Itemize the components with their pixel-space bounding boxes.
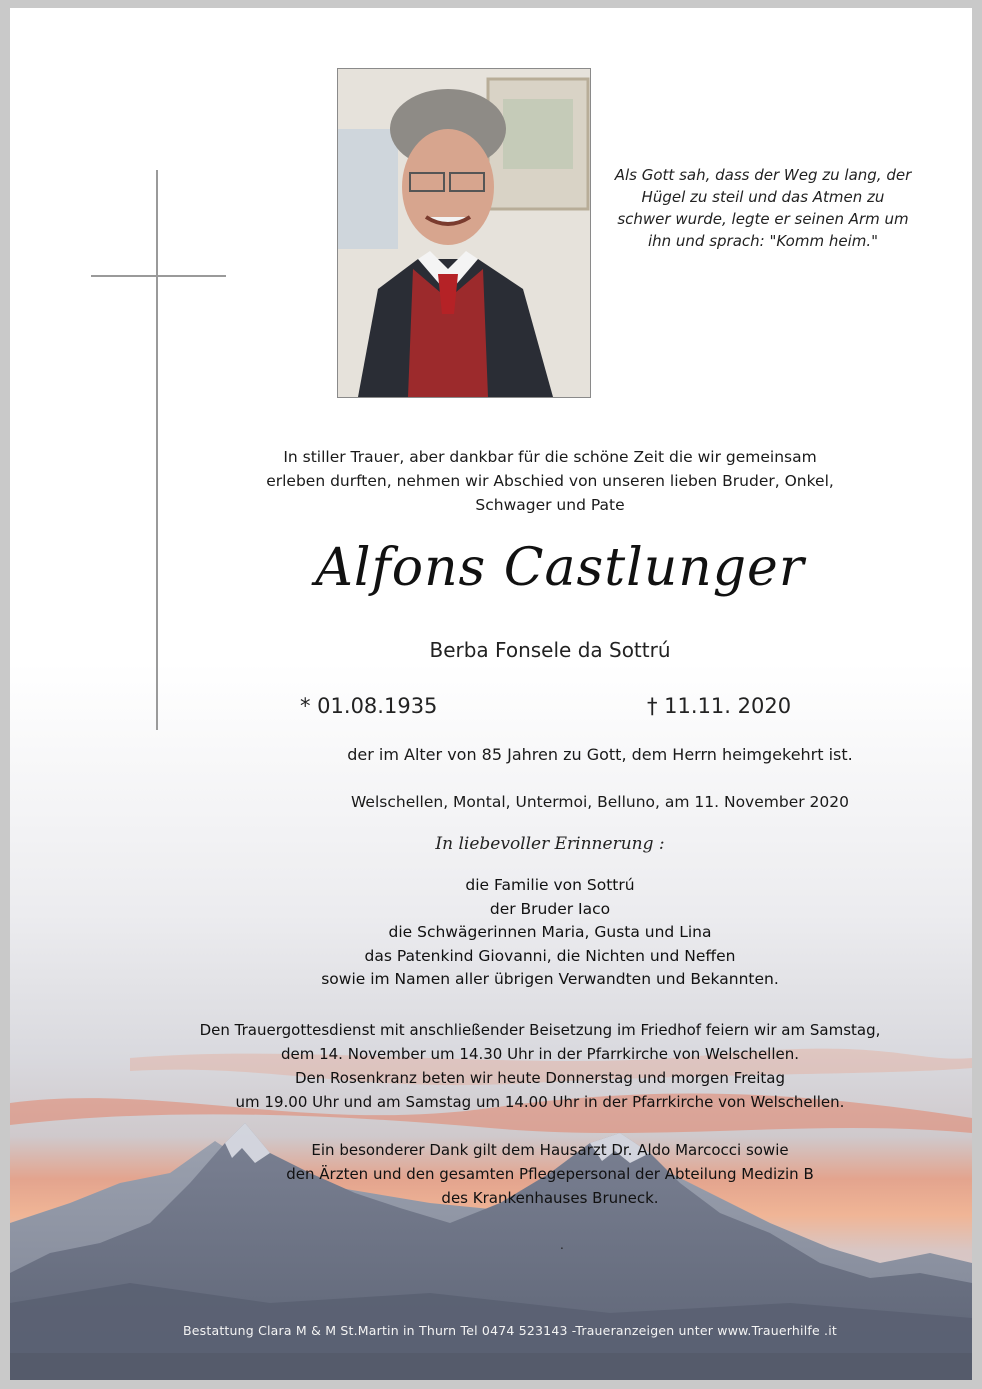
intro-line: Schwager und Pate [475,496,625,514]
intro-line: In stiller Trauer, aber dankbar für die schöne Zeit die wir gemeinsam [283,448,817,466]
portrait-illustration [338,69,590,397]
separator-dot: . [560,1238,564,1252]
service-line: Den Rosenkranz beten wir heute Donnerstag und morgen Freitag [294,1069,786,1087]
family-line: sowie im Namen aller übrigen Verwandten und Bekannten. [321,970,779,988]
family-line: das Patenkind Giovanni, die Nichten und Neffen [364,946,736,965]
intro-line: erleben durften, nehmen wir Abschied von unseren lieben Bruder, Onkel, [266,472,834,490]
quote-line: Hügel zu steil und das Atmen zu [641,188,885,206]
cross-horizontal-bar [91,275,226,277]
deceased-name: Alfons Castlunger [315,538,805,598]
thanks-line: des Krankenhauses Bruneck. [441,1189,659,1207]
family-line: die Familie von Sottrú [465,876,635,894]
portrait-photo [337,68,591,398]
deceased-nickname: Berba Fonsele da Sottrú [429,638,671,662]
thanks-line: den Ärzten und den gesamten Pflegepersonal der Abteilung Medizin B [286,1165,814,1183]
thanks-text [190,1138,910,1210]
quote-line: Als Gott sah, dass der Weg zu lang, der [614,166,912,184]
service-line: dem 14. November um 14.30 Uhr in der Pfarrkirche von Welschellen. [280,1045,800,1063]
age-text: der im Alter von 85 Jahren zu Gott, dem Herrn heimgekehrt ist. [347,745,853,764]
place-date: Welschellen, Montal, Untermoi, Belluno, am 11. November 2020 [351,793,849,811]
family-list [190,874,910,992]
funeral-home-footer: Bestattung Clara M & M St.Martin in Thurn Tel 0474 523143 -Traueranzeigen unter www.Trauerhilfe .it [182,1323,837,1338]
quote-text [608,164,918,252]
service-line: Den Trauergottesdienst mit anschließender Beisetzung im Friedhof feiern wir am Samstag, [199,1021,881,1039]
service-info [150,1018,930,1114]
cross-vertical-bar [156,170,158,730]
birth-date: * 01.08.1935 [300,694,438,718]
quote-line: schwer wurde, legte er seinen Arm um [617,210,909,228]
obituary-page [10,8,972,1380]
family-line: der Bruder Iaco [489,899,611,918]
service-line: um 19.00 Uhr und am Samstag um 14.00 Uhr in der Pfarrkirche von Welschellen. [235,1093,845,1111]
quote-line: ihn und sprach: "Komm heim." [647,232,879,250]
memory-heading: In liebevoller Erinnerung : [435,834,665,854]
death-date: † 11.11. 2020 [647,694,792,718]
intro-text [240,445,860,517]
thanks-line: Ein besonderer Dank gilt dem Hausarzt Dr. Aldo Marcocci sowie [311,1141,789,1159]
family-line: die Schwägerinnen Maria, Gusta und Lina [388,923,712,941]
